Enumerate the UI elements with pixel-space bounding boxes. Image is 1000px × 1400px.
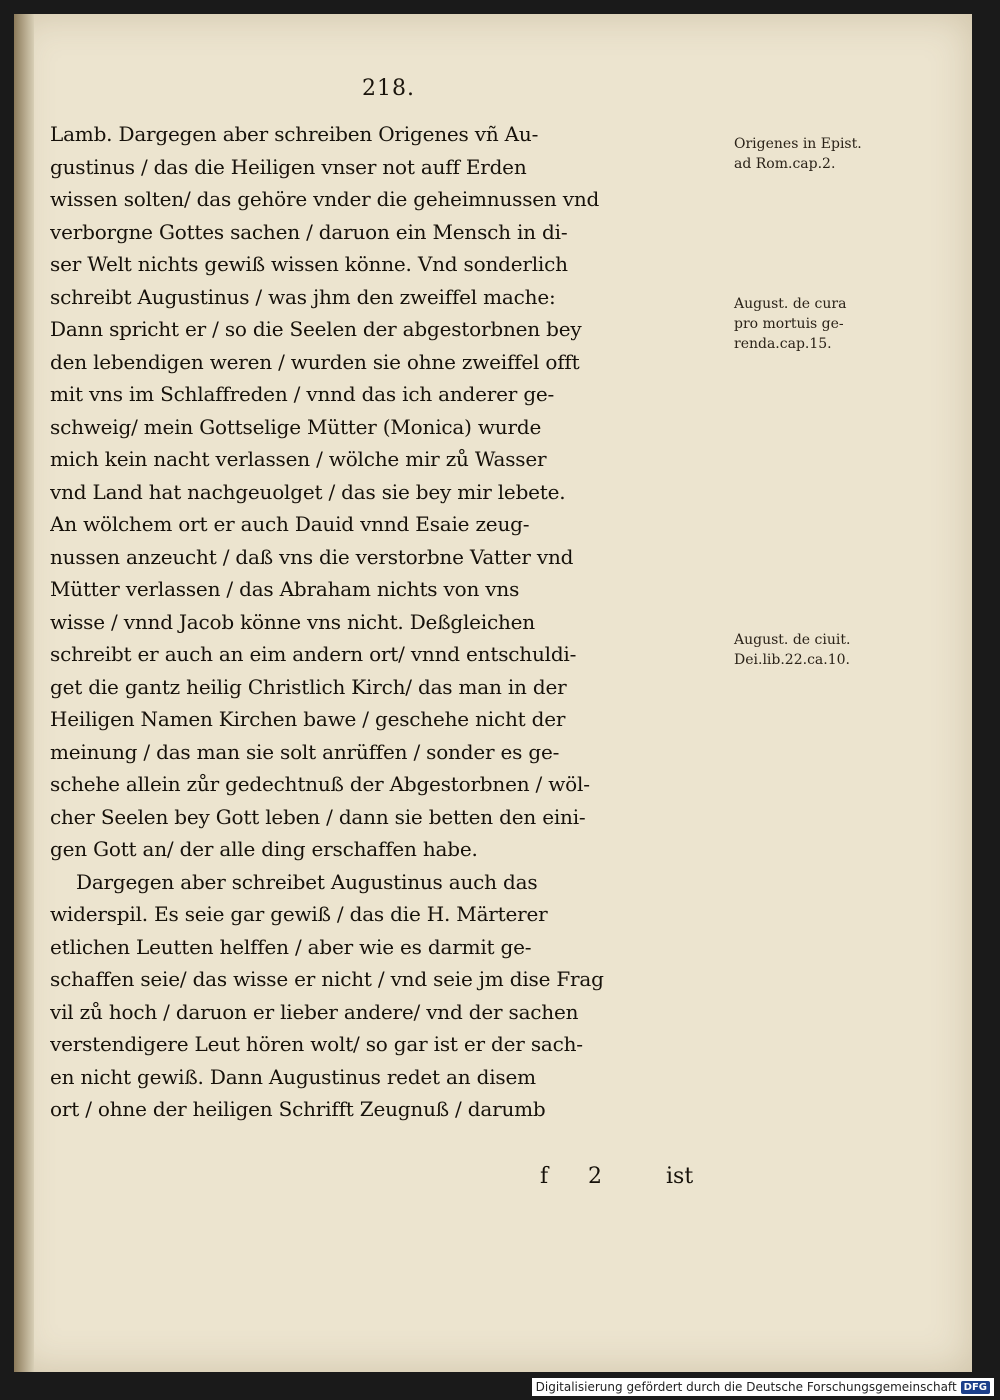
text-line: An wölchem ort er auch Dauid vnnd Esaie zeug- bbox=[50, 512, 530, 536]
text-line: Heiligen Namen Kirchen bawe / geschehe nicht der bbox=[50, 707, 566, 731]
text-line: schreibt er auch an eim andern ort/ vnnd entschuldi- bbox=[50, 642, 577, 666]
book-page bbox=[14, 14, 972, 1372]
marginal-note-line: ad Rom.cap.2. bbox=[734, 156, 836, 172]
text-line: nussen anzeucht / daß vns die verstorbne Vatter vnd bbox=[50, 544, 574, 569]
text-line: vil zů hoch / daruon er lieber andere/ vnd der sachen bbox=[50, 999, 579, 1024]
text-line: widerspil. Es seie gar gewiß / das die H. Märterer bbox=[50, 902, 548, 926]
text-line: en nicht gewiß. Dann Augustinus redet an disem bbox=[50, 1064, 536, 1089]
text-line: Lamb. Dargegen aber schreiben Origenes vñ Au- bbox=[50, 122, 539, 146]
text-line: ort / ohne der heiligen Schrifft Zeugnuß / darumb bbox=[50, 1097, 546, 1121]
signature-mark: f bbox=[540, 1164, 549, 1189]
text-line: verstendigere Leut hören wolt/ so gar ist er der sach- bbox=[50, 1032, 583, 1056]
marginal-note-line: renda.cap.15. bbox=[734, 336, 832, 352]
text-line: meinung / das man sie solt anrüffen / sonder es ge- bbox=[50, 739, 560, 764]
text-line: Dargegen aber schreibet Augustinus auch das bbox=[76, 869, 538, 894]
marginal-note-origenes bbox=[734, 134, 984, 174]
text-line: gen Gott an/ der alle ding erschaffen habe. bbox=[50, 837, 478, 861]
credit-text: Digitalisierung gefördert durch die Deutsche Forschungsgemeinschaft bbox=[535, 1380, 957, 1394]
text-line: get die gantz heilig Christlich Kirch/ das man in der bbox=[50, 674, 567, 699]
text-line: den lebendigen weren / wurden sie ohne zweiffel offt bbox=[50, 349, 580, 374]
text-line: schaffen seie/ das wisse er nicht / vnd seie jm dise Frag bbox=[50, 967, 604, 991]
text-line: schreibt Augustinus / was jhm den zweiffel mache: bbox=[50, 284, 556, 309]
text-line: ser Welt nichts gewiß wissen könne. Vnd sonderlich bbox=[50, 252, 568, 276]
text-line: wisse / vnnd Jacob könne vns nicht. Deßgleichen bbox=[50, 609, 535, 634]
signature-number: 2 bbox=[588, 1164, 602, 1189]
text-line: verborgne Gottes sachen / daruon ein Mensch in di- bbox=[50, 219, 568, 244]
text-line: wissen solten/ das gehöre vnder die geheimnussen vnd bbox=[50, 187, 600, 211]
text-line: mich kein nacht verlassen / wölche mir zů Wasser bbox=[50, 447, 547, 471]
marginal-note-line: Origenes in Epist. bbox=[734, 136, 862, 152]
text-line: schehe allein zůr gedechtnuß der Abgestorbnen / wöl- bbox=[50, 772, 590, 796]
catchword: ist bbox=[666, 1164, 694, 1189]
digitization-credit bbox=[532, 1378, 994, 1396]
text-line: gustinus / das die Heiligen vnser not auff Erden bbox=[50, 154, 527, 179]
text-line: Mütter verlassen / das Abraham nichts von vns bbox=[50, 577, 520, 601]
text-line: schweig/ mein Gottselige Mütter (Monica) wurde bbox=[50, 414, 542, 439]
marginal-note-line: August. de ciuit. bbox=[734, 632, 851, 648]
text-line: vnd Land hat nachgeuolget / das sie bey mir lebete. bbox=[50, 479, 566, 504]
marginal-note-de-ciuitate bbox=[734, 630, 984, 670]
marginal-note-line: Dei.lib.22.ca.10. bbox=[734, 652, 850, 668]
page-gutter bbox=[14, 14, 34, 1372]
text-line: cher Seelen bey Gott leben / dann sie betten den eini- bbox=[50, 804, 586, 829]
marginal-note-de-cura bbox=[734, 294, 984, 354]
dfg-logo: DFG bbox=[961, 1381, 990, 1394]
text-line: etlichen Leutten helffen / aber wie es darmit ge- bbox=[50, 934, 532, 959]
text-line: Dann spricht er / so die Seelen der abgestorbnen bey bbox=[50, 317, 582, 341]
page-number: 218. bbox=[362, 76, 415, 101]
marginal-note-line: pro mortuis ge- bbox=[734, 316, 844, 332]
main-text-block bbox=[50, 118, 730, 1126]
text-line: mit vns im Schlaffreden / vnnd das ich anderer ge- bbox=[50, 382, 555, 406]
marginal-note-line: August. de cura bbox=[734, 296, 847, 312]
